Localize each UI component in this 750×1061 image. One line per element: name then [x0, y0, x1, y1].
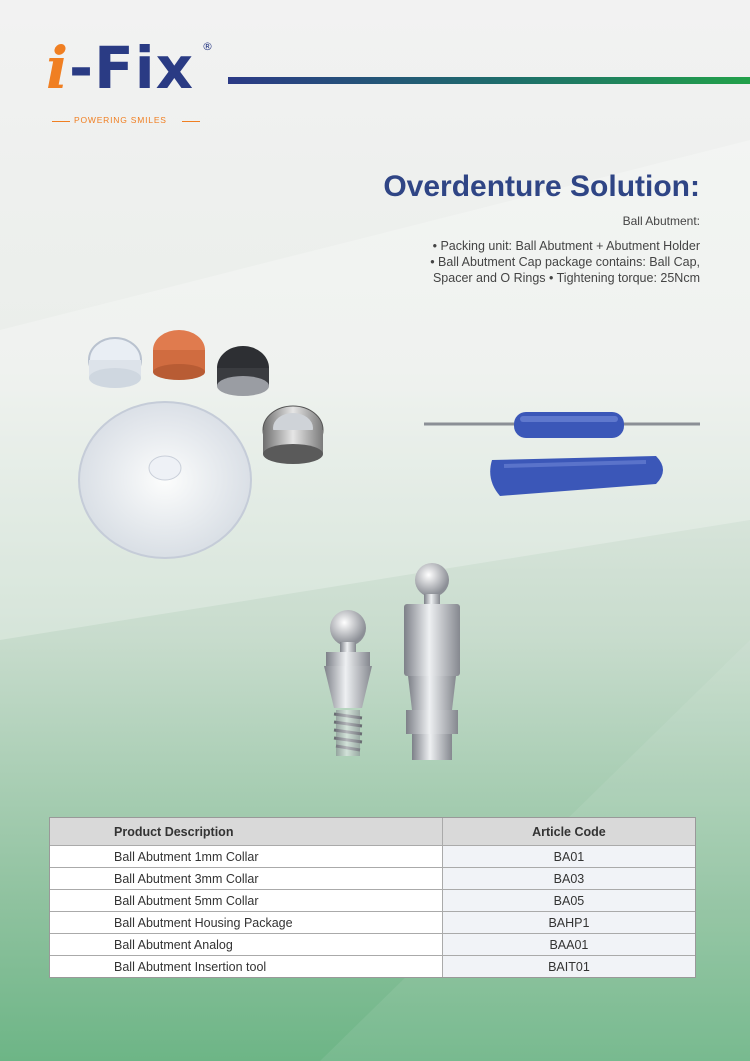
- column-header-code: Article Code: [442, 818, 695, 845]
- article-code: BAIT01: [442, 956, 695, 977]
- article-code: BAHP1: [442, 912, 695, 933]
- page-subtitle: Ball Abutment:: [622, 214, 700, 228]
- product-description: Ball Abutment Analog: [114, 937, 233, 952]
- table-row: [50, 933, 695, 955]
- feature-bullets: [340, 238, 700, 286]
- product-description: Ball Abutment Insertion tool: [114, 959, 267, 974]
- tagline: POWERING SMILES: [74, 115, 167, 125]
- product-table: [49, 817, 696, 978]
- table-row: [50, 845, 695, 867]
- tagline-block: [52, 114, 200, 128]
- table-row: [50, 889, 695, 911]
- table-row: [50, 867, 695, 889]
- column-header-description: Product Description: [114, 824, 234, 839]
- product-description: Ball Abutment Housing Package: [114, 915, 293, 930]
- header-gradient-bar: [228, 77, 750, 84]
- ball-abutment-and-analog-image: [298, 560, 478, 770]
- insertion-tool-image: [420, 400, 705, 500]
- article-code: BA03: [442, 868, 695, 889]
- product-description: Ball Abutment 1mm Collar: [114, 849, 259, 864]
- registered-mark: ®: [202, 40, 213, 53]
- brand-logo: [46, 34, 226, 134]
- bullet-line: Spacer and O Rings • Tightening torque: 25Ncm: [432, 271, 700, 285]
- article-code: BAA01: [442, 934, 695, 955]
- ball-caps-and-spacer-image: [75, 330, 335, 570]
- product-description: Ball Abutment 5mm Collar: [114, 893, 259, 908]
- page-title: Overdenture Solution:: [383, 170, 700, 203]
- article-code: BA05: [442, 890, 695, 911]
- table-header-row: [50, 818, 695, 845]
- table-row: [50, 955, 695, 977]
- table-row: [50, 911, 695, 933]
- article-code: BA01: [442, 846, 695, 867]
- bullet-line: • Ball Abutment Cap package contains: Ball Cap,: [430, 255, 700, 269]
- logo-wordmark: i-Fix: [46, 34, 195, 102]
- product-description: Ball Abutment 3mm Collar: [114, 871, 259, 886]
- bullet-line: • Packing unit: Ball Abutment + Abutment Holder: [432, 239, 700, 253]
